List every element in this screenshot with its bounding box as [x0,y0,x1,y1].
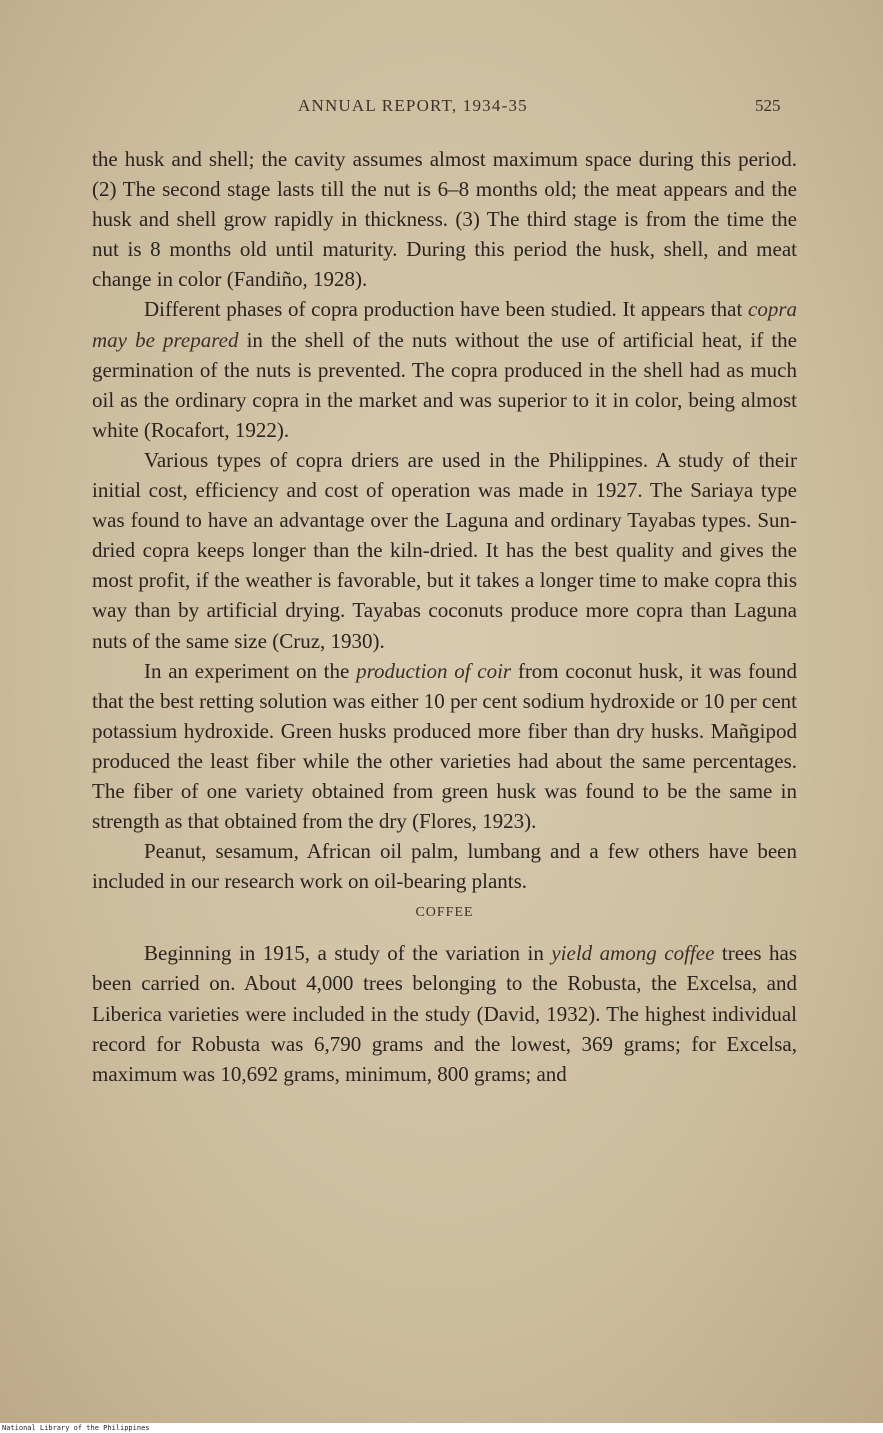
italic-phrase: production of coir [356,658,512,683]
paragraph-text: Peanut, sesamum, African oil palm, lumbang and a few others have been included in our research work on oil-bearing plants. [92,839,797,894]
footer-bar [0,1423,883,1433]
library-credit: National Library of the Philippines [2,1424,150,1432]
running-head: ANNUAL REPORT, 1934-35 [298,96,528,115]
paragraph-text: Different phases of copra production have been studied. It appears that [144,297,748,322]
paragraph-copra-driers [92,445,797,656]
paragraph-text: the husk and shell; the cavity assumes almost maximum space during this period. (2) The second stage lasts till the nut is 6–8 months old; the meat appears and the husk and shell grow rapidly in thickness. (3) The third stage is from the time the nut is 8 months old until maturity. During this period the husk, shell, and meat change in color (Fandiño, 1928). [92,147,797,292]
paragraph-coir [92,656,797,837]
italic-phrase: yield among coffee [551,941,715,966]
paragraph-fruit-stages [92,144,797,294]
paragraph-text: In an experiment on the [144,658,357,683]
paragraph-coffee-yield [92,938,797,1088]
paragraph-text: Various types of copra driers are used in the Philippines. A study of their initial cost, efficiency and cost of operation was made in 1927. The Sariaya type was found to have an advantage over the Laguna and ordinary Tayabas types. Sun-dried copra keeps longer than the kiln-dried. It has the best quality and gives the most profit, if the weather is favorable, but it takes a longer time to make copra this way than by artificial drying. Tayabas coconuts produce more copra than Laguna nuts of the same size (Cruz, 1930). [92,447,797,653]
paragraph-text: trees has been carried on. About 4,000 trees belonging to the Robusta, the Excelsa, and Liberica varieties were included in the study (David, 1932). The highest individual record for Robusta was 6,790 grams and the lowest, 369 grams; for Excelsa, maximum was 10,692 grams, minimum, 800 grams; and [92,941,798,1086]
section-heading-coffee: COFFEE [415,905,474,921]
paragraph-text: from coconut husk, it was found that the best retting solution was either 10 per cent sodium hydroxide or 10 per cent potassium hydroxide. Green husks produced more fiber than dry husks. Mañgipod produced the least fiber while the other varieties had about the same percentages. The fiber of one variety obtained from green husk was found to be the same in strength as that obtained from the dry (Flores, 1923). [92,658,798,834]
paragraph-oil-plants [92,836,797,896]
page-header [0,96,883,126]
paragraph-text: Beginning in 1915, a study of the variation in [144,941,552,966]
paragraph-copra-production [92,294,797,444]
body-text [92,144,797,1089]
paragraph-text: in the shell of the nuts without the use of artificial heat, if the germination of the nuts is prevented. The copra produced in the shell had as much oil as the ordinary copra in the market and was superior to it in color, being almost white (Rocafort, 1922). [92,327,797,442]
page-number: 525 [755,96,781,115]
italic-phrase: copra may be prepared [92,297,797,352]
